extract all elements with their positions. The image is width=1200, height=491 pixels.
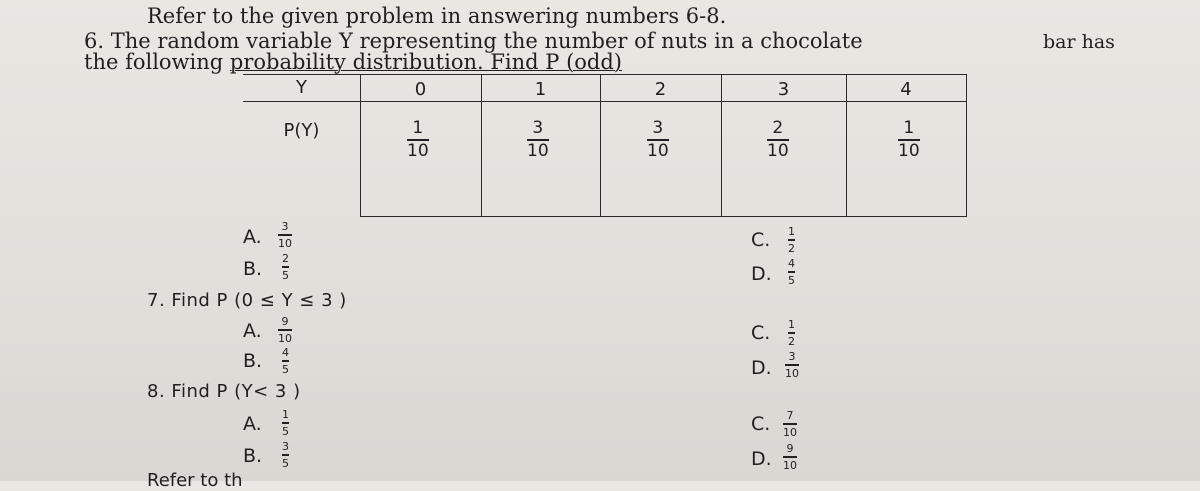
fraction-bar bbox=[783, 456, 797, 458]
table-cell-y: 4 bbox=[900, 79, 912, 100]
fraction-denominator: 5 bbox=[282, 456, 289, 470]
fraction-denominator: 10 bbox=[767, 140, 789, 161]
fraction-bar bbox=[282, 454, 289, 456]
fraction-denominator: 10 bbox=[407, 140, 429, 161]
fraction-denominator: 2 bbox=[788, 241, 795, 255]
fraction-numerator: 9 bbox=[786, 442, 794, 455]
fraction-denominator: 10 bbox=[785, 366, 799, 380]
fraction-numerator: 3 bbox=[282, 440, 289, 453]
q8-choice-a-letter: A. bbox=[243, 413, 262, 435]
fraction-numerator: 3 bbox=[281, 220, 289, 233]
fraction-denominator: 5 bbox=[282, 268, 289, 282]
q7-choice-c-letter: C. bbox=[751, 322, 771, 344]
fraction-numerator: 2 bbox=[772, 118, 784, 138]
fraction-denominator: 10 bbox=[783, 425, 797, 439]
fraction-bar bbox=[282, 422, 289, 424]
table-cell-y: 0 bbox=[414, 79, 427, 100]
q6-choice-a-letter: A. bbox=[243, 226, 262, 248]
q6-choice-d-value bbox=[788, 258, 795, 286]
fraction-bar bbox=[278, 329, 292, 331]
table-cell-probability bbox=[527, 120, 549, 160]
fraction-numerator: 2 bbox=[282, 252, 289, 265]
table-cell-probability bbox=[407, 120, 429, 160]
q8-choice-b-letter: B. bbox=[243, 445, 263, 467]
fraction-bar bbox=[282, 266, 289, 268]
fraction-denominator: 10 bbox=[527, 140, 549, 161]
problem-6-line-tail: bar has bbox=[1043, 31, 1115, 53]
fraction-denominator: 5 bbox=[282, 362, 289, 376]
q7-choice-b-value bbox=[282, 347, 289, 375]
fraction-numerator: 1 bbox=[282, 408, 289, 421]
fraction-denominator: 2 bbox=[788, 334, 795, 348]
table-cell-y: 3 bbox=[777, 79, 790, 100]
fraction-numerator: 4 bbox=[788, 257, 795, 270]
q7-choice-a-value bbox=[278, 316, 292, 344]
fraction-numerator: 1 bbox=[412, 118, 424, 138]
q7-choice-a-letter: A. bbox=[243, 320, 262, 342]
table-row-divider bbox=[243, 101, 967, 102]
fraction-denominator: 10 bbox=[278, 331, 292, 345]
q8-choice-a-value bbox=[282, 409, 289, 437]
q6-choice-a-value bbox=[278, 221, 292, 249]
fraction-bar bbox=[282, 360, 289, 362]
fraction-bar bbox=[278, 234, 292, 236]
fraction-numerator: 4 bbox=[282, 346, 289, 359]
q6-choice-d-letter: D. bbox=[751, 263, 772, 285]
q6-choice-b-value bbox=[282, 253, 289, 281]
fraction-numerator: 3 bbox=[652, 118, 664, 138]
q6-choice-b-letter: B. bbox=[243, 258, 263, 280]
q8-choice-b-value bbox=[282, 441, 289, 469]
q6-choice-c-value bbox=[788, 226, 795, 254]
q7-choice-d-value bbox=[785, 351, 799, 379]
fraction-numerator: 1 bbox=[903, 118, 915, 138]
question-7-text: 7. Find P (0 ≤ Y ≤ 3 ) bbox=[147, 290, 347, 311]
fraction-bar bbox=[785, 364, 799, 366]
fraction-denominator: 10 bbox=[783, 458, 797, 472]
question-8-text: 8. Find P (Y< 3 ) bbox=[147, 381, 301, 402]
q7-choice-c-value bbox=[788, 319, 795, 347]
footer-cut-text: Refer to th bbox=[147, 470, 243, 491]
fraction-bar bbox=[788, 332, 795, 334]
q8-choice-c-value bbox=[783, 410, 797, 438]
problem-6-line: 6. The random variable Y representing the number of nuts in a chocolate bbox=[84, 29, 863, 53]
q8-choice-d-letter: D. bbox=[751, 448, 772, 470]
fraction-bar bbox=[783, 423, 797, 425]
table-cell-y: 2 bbox=[654, 79, 667, 100]
table-cell-probability bbox=[647, 120, 669, 160]
q6-choice-c-letter: C. bbox=[751, 229, 771, 251]
fraction-denominator: 10 bbox=[278, 236, 292, 250]
fraction-numerator: 1 bbox=[788, 318, 795, 331]
table-bottom-border bbox=[360, 216, 967, 217]
problem-6-line-3 bbox=[84, 50, 622, 74]
fraction-denominator: 5 bbox=[282, 424, 289, 438]
q7-choice-d-letter: D. bbox=[751, 357, 772, 379]
table-cell-probability bbox=[898, 120, 920, 160]
fraction-denominator: 5 bbox=[788, 273, 795, 287]
fraction-numerator: 7 bbox=[786, 409, 794, 422]
table-header-py: P(Y) bbox=[283, 120, 320, 141]
problem-6-text: the following bbox=[84, 50, 230, 74]
problem-6-question: probability distribution. Find P (odd) bbox=[229, 50, 622, 74]
q7-choice-b-letter: B. bbox=[243, 350, 263, 372]
fraction-numerator: 9 bbox=[281, 315, 289, 328]
table-cell-y: 1 bbox=[534, 79, 547, 100]
fraction-bar bbox=[788, 271, 795, 273]
table-col-divider bbox=[966, 74, 967, 216]
q8-choice-c-letter: C. bbox=[751, 413, 771, 435]
table-header-y: Y bbox=[296, 77, 307, 98]
fraction-denominator: 10 bbox=[898, 140, 920, 161]
q8-choice-d-value bbox=[783, 443, 797, 471]
fraction-denominator: 10 bbox=[647, 140, 669, 161]
fraction-numerator: 1 bbox=[788, 225, 795, 238]
instruction-line: Refer to the given problem in answering numbers 6-8. bbox=[147, 4, 727, 28]
table-cell-probability bbox=[767, 120, 789, 160]
fraction-numerator: 3 bbox=[788, 350, 796, 363]
fraction-numerator: 3 bbox=[532, 118, 544, 138]
fraction-bar bbox=[788, 239, 795, 241]
table-top-border bbox=[243, 74, 967, 75]
